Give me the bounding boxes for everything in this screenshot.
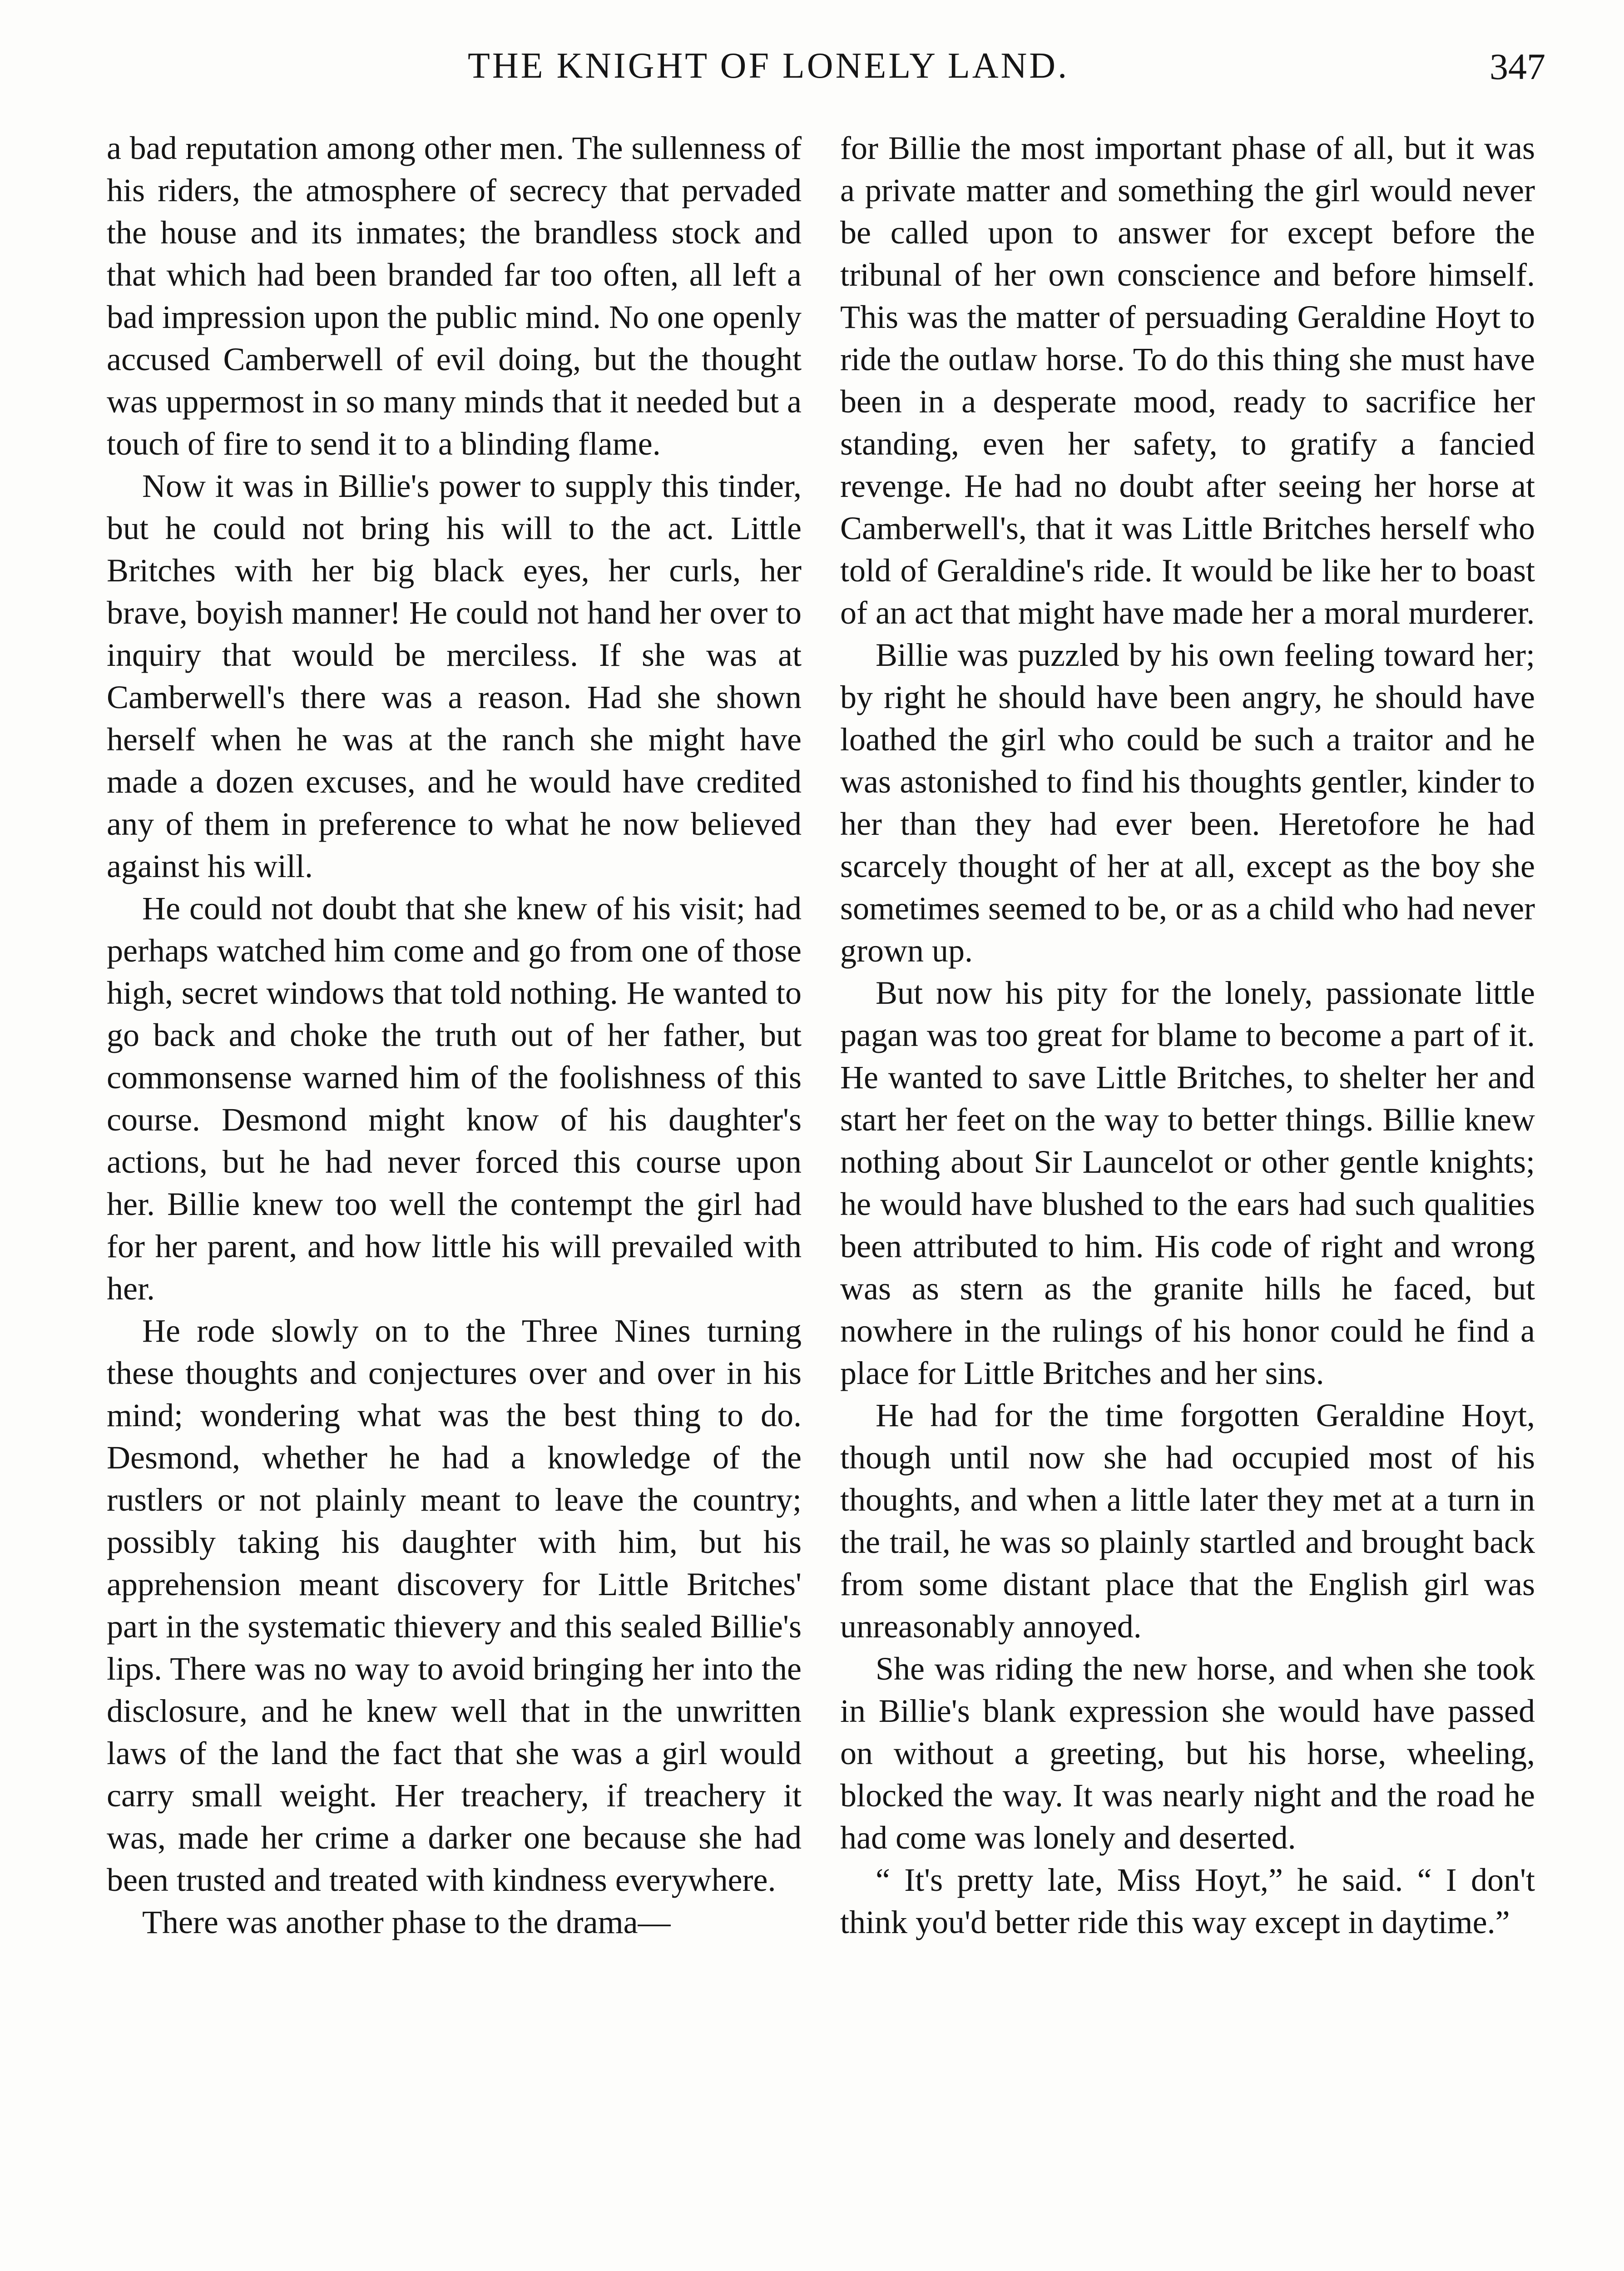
paragraph: Billie was puzzled by his own feeling toward her; by right he should have been angry, he should have loathed the girl who could be such a traitor and he was astonished to find his thoughts gentler, kinder to her than they had ever been. Heretofore he had scarcely thought of her at all, except as the boy she sometimes seemed to be, or as a child who had never grown up. <box>840 637 1535 969</box>
paragraph: for Billie the most important phase of all, but it was a private matter and something the girl would never be called upon to answer for except before the tribunal of her own conscience and before himself. This was the matter of persuading Geraldine Hoyt to ride the outlaw horse. To do this thing she must have been in a desperate mood, ready to sacrifice her standing, even her safety, to gratify a fancied revenge. He had no doubt after seeing her horse at Camberwell's, that it was Little Britches herself who told of Geraldine's ride. It would be like her to boast of an act that might have made her a moral murderer. <box>840 130 1535 631</box>
right-column <box>840 127 1535 2271</box>
paragraph: a bad reputation among other men. The sullenness of his riders, the atmosphere of secrecy that pervaded the house and its inmates; the brandless stock and that which had been branded far too often, all left a bad impression upon the public mind. No one openly accused Camberwell of evil doing, but the thought was uppermost in so many minds that it needed but a touch of fire to send it to a blinding flame. <box>107 130 802 462</box>
paragraph: He had for the time forgotten Geraldine Hoyt, though until now she had occupied most of his thoughts, and when a little later they met at a turn in the trail, he was so plainly startled and brought back from some distant place that the English girl was unreasonably annoyed. <box>840 1397 1535 1645</box>
paragraph: There was another phase to the drama— <box>142 1904 671 1940</box>
paragraph: He rode slowly on to the Three Nines turning these thoughts and conjectures over and over in his mind; wondering what was the best thing to do. Desmond, whether he had a knowledge of the rustlers or not plainly meant to leave the country; possibly taking his daughter with him, but his apprehension meant discovery for Little Britches' part in the systematic thievery and this sealed Billie's lips. There was no way to avoid bringing her into the disclosure, and he knew well that in the unwritten laws of the land the fact that she was a girl would carry small weight. Her treachery, if treachery it was, made her crime a darker one because she had been trusted and treated with kindness everywhere. <box>107 1313 802 1898</box>
paragraph: “ It's pretty late, Miss Hoyt,” he said. “ I don't think you'd better ride this way except in daytime.” <box>840 1862 1535 1940</box>
running-title: THE KNIGHT OF LONELY LAND. <box>468 46 1069 86</box>
paragraph: Now it was in Billie's power to supply this tinder, but he could not bring his will to the act. Little Britches with her big black eyes, her curls, her brave, boyish manner! He could not hand her over to inquiry that would be merciless. If she was at Camberwell's there was a reason. Had she shown herself when he was at the ranch she might have made a dozen excuses, and he would have credited any of them in preference to what he now believed against his will. <box>107 468 802 884</box>
paragraph: But now his pity for the lonely, passionate little pagan was too great for blame to become a part of it. He wanted to save Little Britches, to shelter her and start her feet on the way to better things. Billie knew nothing about Sir Launcelot or other gentle knights; he would have blushed to the ears had such qualities been attributed to him. His code of right and wrong was as stern as the granite hills he faced, but nowhere in the rulings of his honor could he find a place for Little Britches and her sins. <box>840 975 1535 1391</box>
paragraph: He could not doubt that she knew of his visit; had perhaps watched him come and go from one of those high, secret windows that told nothing. He wanted to go back and choke the truth out of her father, but commonsense warned him of the foolishness of this course. Desmond might know of his daughter's actions, but he had never forced this course upon her. Billie knew too well the contempt the girl had for her parent, and how little his will prevailed with her. <box>107 890 802 1307</box>
left-column <box>107 127 802 2271</box>
running-head <box>0 45 1624 100</box>
paragraph: She was riding the new horse, and when she took in Billie's blank expression she would have passed on without a greeting, but his horse, wheeling, blocked the way. It was nearly night and the road he had come was lonely and deserted. <box>840 1651 1535 1856</box>
page-number: 347 <box>1490 46 1545 87</box>
